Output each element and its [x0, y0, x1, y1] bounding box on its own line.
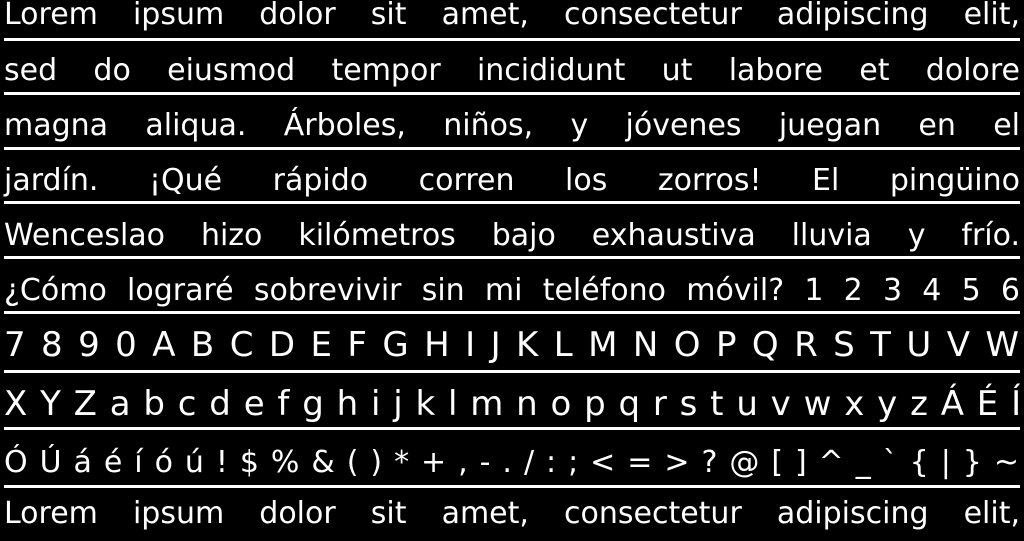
- specimen-line-4: [4, 152, 1020, 208]
- specimen-line-8: [4, 377, 1023, 433]
- specimen-text-4: jardín. ¡Qué rápido corren los zorros! El pingüino: [4, 163, 1020, 198]
- specimen-line-2: [4, 42, 1020, 98]
- underline-rule-3: [4, 147, 1020, 150]
- specimen-line-5: [4, 207, 1020, 263]
- underline-rule-4: [4, 201, 1020, 204]
- specimen-text-9: Ó Ú á é í ó ú ! $ % & ( ) * + , - . / : ; < = > ? @ [ ] ^ _ ` { | } ~: [4, 445, 1020, 480]
- specimen-line-9: [4, 434, 1020, 490]
- specimen-line-1: [4, 0, 1020, 42]
- specimen-line-6: [4, 262, 1020, 318]
- specimen-text-1: Lorem ipsum dolor sit amet, consectetur adipiscing elit,: [4, 0, 1020, 32]
- underline-rule-7: [4, 370, 1020, 373]
- specimen-text-8: X Y Z a b c d e f g h i j k l m n o p q r s t u v w x y z Á É Í: [4, 384, 1023, 424]
- underline-rule-1: [4, 38, 1020, 41]
- underline-rule-8: [4, 427, 1020, 430]
- underline-rule-5: [4, 256, 1020, 259]
- specimen-line-3: [4, 97, 1020, 153]
- specimen-line-10: [4, 485, 1020, 541]
- specimen-text-3: magna aliqua. Árboles, niños, y jóvenes juegan en el: [4, 108, 1020, 143]
- underline-rule-6: [4, 311, 1020, 314]
- underline-rule-2: [4, 92, 1020, 95]
- specimen-text-10: Lorem ipsum dolor sit amet, consectetur adipiscing elit,: [4, 496, 1020, 531]
- specimen-text-7: 7 8 9 0 A B C D E F G H I J K L M N O P Q R S T U V W: [4, 325, 1020, 365]
- specimen-text-2: sed do eiusmod tempor incididunt ut labore et dolore: [4, 53, 1020, 88]
- specimen-text-6: ¿Cómo lograré sobrevivir sin mi teléfono móvil? 1 2 3 4 5 6: [4, 273, 1020, 308]
- specimen-text-5: Wenceslao hizo kilómetros bajo exhaustiva lluvia y frío.: [4, 218, 1020, 253]
- specimen-line-7: [4, 318, 1020, 374]
